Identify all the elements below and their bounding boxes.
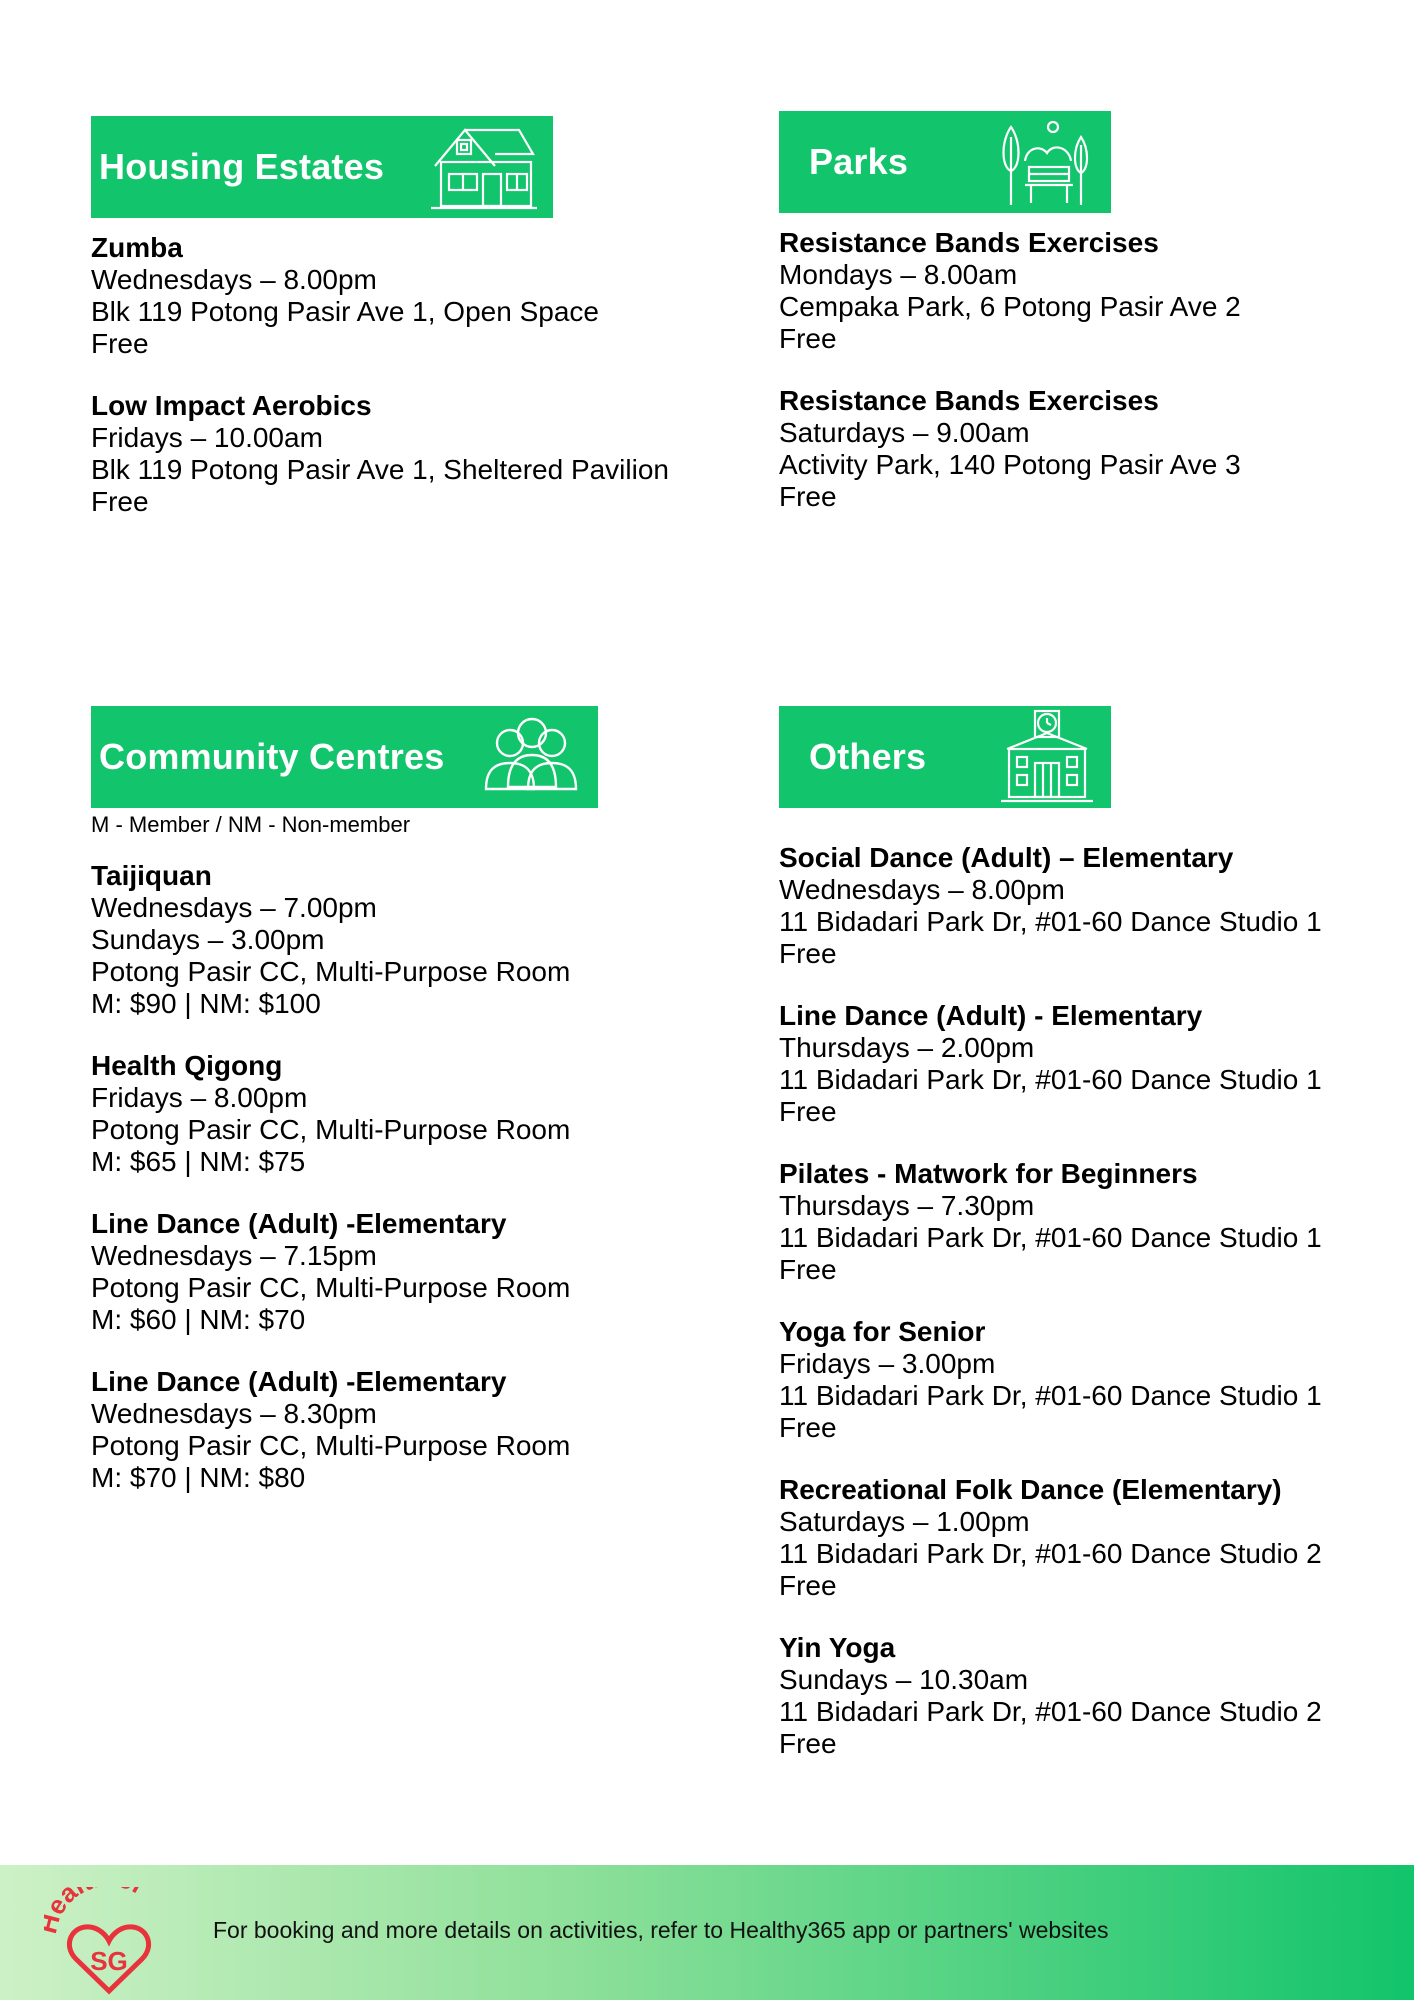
activity-detail: M: $65 | NM: $75: [91, 1146, 306, 1177]
activity-title: Pilates - Matwork for Beginners: [779, 1158, 1198, 1189]
activity-detail: Saturdays – 9.00am: [779, 417, 1030, 448]
activity-title: Recreational Folk Dance (Elementary): [779, 1474, 1282, 1505]
activity-detail: Fridays – 8.00pm: [91, 1082, 308, 1113]
svg-text:Healthier: a: [52, 1887, 84, 1909]
member-legend-note: M - Member / NM - Non-member: [91, 812, 411, 837]
activity-title: Line Dance (Adult) -Elementary: [91, 1366, 507, 1397]
activity-detail: Free: [779, 1254, 837, 1285]
activity-title: Line Dance (Adult) -Elementary: [91, 1208, 507, 1239]
activity-title: Yoga for Senior: [779, 1316, 986, 1347]
activity-detail: Activity Park, 140 Potong Pasir Ave 3: [779, 449, 1241, 480]
footer-banner: [0, 1865, 1414, 2000]
activity-detail: Saturdays – 1.00pm: [779, 1506, 1030, 1537]
activity-item: [779, 1158, 1399, 1286]
booking-info-text: For booking and more details on activities, refer to Healthy365 app or partners' websites: [213, 1917, 1109, 1943]
activity-item: [779, 1632, 1399, 1760]
activity-detail: 11 Bidadari Park Dr, #01-60 Dance Studio 1: [779, 1222, 1322, 1253]
activity-item: [779, 227, 1399, 355]
parks-banner: [779, 111, 1111, 213]
activity-detail: Sundays – 10.30am: [779, 1664, 1029, 1695]
healthier-sg-logo: [44, 1887, 174, 2002]
activity-title: Social Dance (Adult) – Elementary: [779, 842, 1234, 873]
parks-activity-list: [779, 227, 1399, 513]
building-icon: [997, 709, 1097, 805]
activity-detail: 11 Bidadari Park Dr, #01-60 Dance Studio 1: [779, 1380, 1322, 1411]
activity-item: [91, 1050, 711, 1178]
section-parks: [779, 111, 1399, 513]
activity-detail: Blk 119 Potong Pasir Ave 1, Sheltered Pavilion: [91, 454, 669, 485]
svg-text:SG: SG: [90, 1946, 128, 1976]
park-icon: [997, 117, 1097, 207]
activity-title: Resistance Bands Exercises: [779, 385, 1159, 416]
housing-estates-banner: [91, 116, 553, 218]
activity-item: [779, 385, 1399, 513]
people-icon: [480, 715, 584, 799]
activity-item: [91, 860, 711, 1020]
activity-item: [91, 1366, 711, 1494]
section-community-centres: [91, 706, 711, 1494]
activity-detail: Wednesdays – 8.30pm: [91, 1398, 377, 1429]
section-title: Community Centres: [99, 736, 445, 777]
activity-title: Low Impact Aerobics: [91, 390, 372, 421]
activity-detail: Wednesdays – 7.00pm: [91, 892, 377, 923]
activity-item: [91, 1208, 711, 1336]
activity-detail: 11 Bidadari Park Dr, #01-60 Dance Studio 1: [779, 1064, 1322, 1095]
activity-detail: Sundays – 3.00pm: [91, 924, 325, 955]
activity-detail: 11 Bidadari Park Dr, #01-60 Dance Studio 2: [779, 1538, 1322, 1569]
activity-detail: Wednesdays – 7.15pm: [91, 1240, 377, 1271]
others-banner: [779, 706, 1111, 808]
activity-item: [779, 1316, 1399, 1444]
community-activity-list: [91, 860, 711, 1494]
others-activity-list: [779, 808, 1399, 1760]
activity-detail: Free: [91, 328, 149, 359]
community-centres-banner: [91, 706, 598, 808]
activity-detail: Mondays – 8.00am: [779, 259, 1018, 290]
activity-detail: Wednesdays – 8.00pm: [91, 264, 377, 295]
activity-detail: Free: [779, 1096, 837, 1127]
activity-detail: Free: [779, 323, 837, 354]
activity-item: [91, 232, 711, 360]
section-housing-estates: [91, 116, 711, 518]
housing-activity-list: [91, 232, 711, 518]
activity-detail: M: $70 | NM: $80: [91, 1462, 306, 1493]
activity-detail: Cempaka Park, 6 Potong Pasir Ave 2: [779, 291, 1241, 322]
activity-detail: Potong Pasir CC, Multi-Purpose Room: [91, 1430, 571, 1461]
activity-detail: M: $90 | NM: $100: [91, 988, 321, 1019]
section-others: [779, 706, 1399, 1760]
activity-detail: Blk 119 Potong Pasir Ave 1, Open Space: [91, 296, 599, 327]
activity-detail: Potong Pasir CC, Multi-Purpose Room: [91, 956, 571, 987]
activity-detail: 11 Bidadari Park Dr, #01-60 Dance Studio 2: [779, 1696, 1322, 1727]
activity-detail: Thursdays – 2.00pm: [779, 1032, 1035, 1063]
activity-title: Yin Yoga: [779, 1632, 896, 1663]
activity-item: [91, 390, 711, 518]
activity-detail: Fridays – 10.00am: [91, 422, 323, 453]
activity-detail: Wednesdays – 8.00pm: [779, 874, 1065, 905]
activity-item: [779, 1000, 1399, 1128]
activity-detail: Free: [779, 938, 837, 969]
activity-detail: Fridays – 3.00pm: [779, 1348, 996, 1379]
activity-title: Line Dance (Adult) - Elementary: [779, 1000, 1203, 1031]
section-title: Housing Estates: [99, 146, 385, 187]
activity-detail: Potong Pasir CC, Multi-Purpose Room: [91, 1114, 571, 1145]
activity-title: Taijiquan: [91, 860, 212, 891]
activity-detail: Potong Pasir CC, Multi-Purpose Room: [91, 1272, 571, 1303]
activity-item: [779, 1474, 1399, 1602]
activity-item: [779, 842, 1399, 970]
section-title: Others: [809, 736, 927, 777]
activity-detail: M: $60 | NM: $70: [91, 1304, 306, 1335]
activity-detail: Free: [779, 481, 837, 512]
activity-detail: 11 Bidadari Park Dr, #01-60 Dance Studio 1: [779, 906, 1322, 937]
activity-detail: Free: [91, 486, 149, 517]
activity-detail: Free: [779, 1412, 837, 1443]
house-icon: [427, 122, 539, 212]
activity-detail: Free: [779, 1570, 837, 1601]
activity-title: Resistance Bands Exercises: [779, 227, 1159, 258]
activity-detail: Free: [779, 1728, 837, 1759]
activity-title: Health Qigong: [91, 1050, 283, 1081]
section-title: Parks: [809, 141, 909, 182]
activity-detail: Thursdays – 7.30pm: [779, 1190, 1035, 1221]
activity-title: Zumba: [91, 232, 183, 263]
